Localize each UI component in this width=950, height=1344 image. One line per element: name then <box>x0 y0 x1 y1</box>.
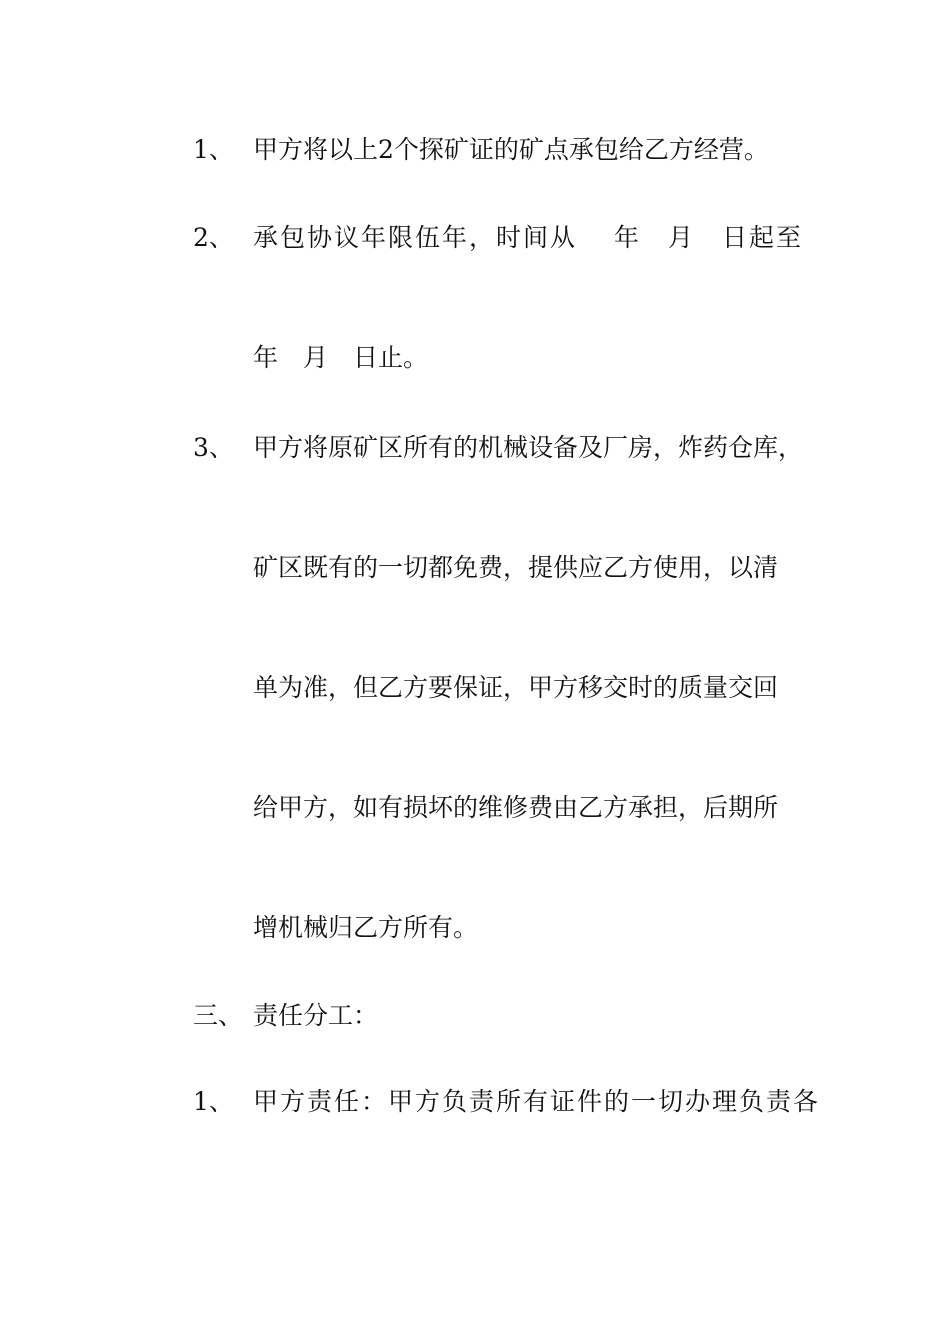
paragraph-line: 单为准，但乙方要保证，甲方移交时的质量交回 <box>253 673 779 702</box>
paragraph-line: 矿区既有的一切都免费，提供应乙方使用，以清 <box>253 553 779 582</box>
item-number: 2、 <box>193 223 234 252</box>
paragraph-line: 甲方将以上2个探矿证的矿点承包给乙方经营。 <box>253 135 769 164</box>
section-heading: 责任分工： <box>253 1001 379 1030</box>
section-number: 三、 <box>193 1001 244 1030</box>
item-number: 1、 <box>193 1087 234 1116</box>
paragraph-line: 增机械归乙方所有。 <box>253 913 479 942</box>
item-number: 3、 <box>193 433 234 462</box>
paragraph-line: 给甲方，如有损坏的维修费由乙方承担，后期所 <box>253 793 779 822</box>
paragraph-line: 年 月 日止。 <box>253 343 429 372</box>
paragraph-line: 甲方将原矿区所有的机械设备及厂房，炸药仓库， <box>253 433 804 462</box>
paragraph-line: 承包协议年限伍年，时间从 年 月 日起至 <box>253 223 803 252</box>
paragraph-line: 甲方责任：甲方负责所有证件的一切办理负责各 <box>253 1087 821 1116</box>
item-number: 1、 <box>193 135 234 164</box>
